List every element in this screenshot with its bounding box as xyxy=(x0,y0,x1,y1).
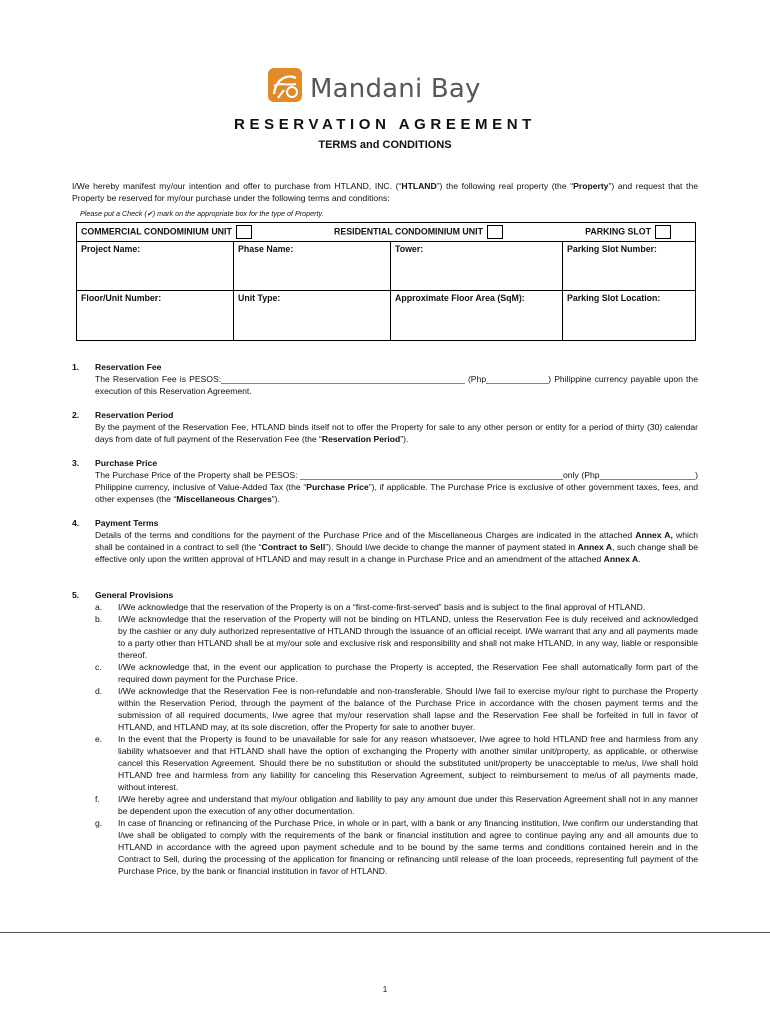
section-heading: Reservation Period xyxy=(95,410,174,420)
property-type-table xyxy=(76,222,696,341)
table-row xyxy=(77,291,696,341)
phase-name-field[interactable]: Phase Name: xyxy=(234,242,391,291)
section-purchase-price: 3. Purchase Price The Purchase Price of the Property shall be PESOS: _______________________________________________________only (Php____________________) Philippine currency, inclusive of Value-Added Tax (the “Purchase Price”), if applicable. The Purchase Price is exclusive of other government taxes, fees, and other expenses (the “Miscellaneous Charges”). xyxy=(72,458,698,504)
section-payment-terms: 4. Payment Terms Details of the terms and conditions for the payment of the Purchase Price and of the Miscellaneous Charges are indicated in the attached Annex A, which shall be contained in a contract to sell (the “Contract to Sell”). Should I/we decide to change the manner of payment stated in Annex A, such change shall be effective only upon the written approval of HTLAND and may result in a change in Purchase Price and an amendment of the attached Annex A. xyxy=(72,518,698,564)
intro-paragraph: I/We hereby manifest my/our intention and offer to purchase from HTLAND, INC. (“HTLAND”) the following real property (the “Property”) and request that the Property be reserved for my/our purchase under the following terms and conditions: xyxy=(72,181,699,203)
unit-type-field[interactable]: Unit Type: xyxy=(234,291,391,341)
table-row xyxy=(77,242,696,291)
checkbox-commercial[interactable] xyxy=(236,225,252,239)
property-type-row xyxy=(77,223,696,242)
list-item: a. I/We acknowledge that the reservation of the Property is on a “first-come-first-served” basis and is subject to the final approval of HTLAND. xyxy=(95,602,646,612)
property-type-residential: RESIDENTIAL CONDOMINIUM UNIT xyxy=(334,225,503,239)
parking-slot-location-field[interactable]: Parking Slot Location: xyxy=(563,291,696,341)
property-type-parking: PARKING SLOT xyxy=(585,225,671,239)
section-text: By the payment of the Reservation Fee, HTLAND binds itself not to offer the Property for sale to any other person or entity for a period of thirty (30) calendar days from date of full payment of the Reservation Fee (the “Reservation Period”). xyxy=(95,422,698,444)
section-reservation-fee: 1. Reservation Fee The Reservation Fee is PESOS:___________________________________________________ (Php_____________) Philippine currency payable upon the execution of this Reservation Agreement. xyxy=(72,362,698,396)
logo xyxy=(266,62,481,108)
parking-slot-number-field[interactable]: Parking Slot Number: xyxy=(563,242,696,291)
list-item: g. In case of financing or refinancing of the Purchase Price, in whole or in part, with a bank or any financing institution, I/we confirm our understanding that I/we shall be obligated to comply with the requirements of the bank or financial institution and agree to continue paying any and all amounts due to HTLAND in accordance with the agreed upon payment schedule and to be bound by the same terms and conditions contained herein and in the Contract to Sell, during the processing of the application for financing or refinancing until release of the loan proceeds, representing full payment of the Purchase Price, by the bank or financial institution in favor of HTLAND. xyxy=(95,818,698,876)
tower-field[interactable]: Tower: xyxy=(391,242,563,291)
property-type-commercial: COMMERCIAL CONDOMINIUM UNIT xyxy=(81,225,252,239)
section-text: The Reservation Fee is PESOS:___________________________________________________ (Php_____________) Philippine currency payable upon the execution of this Reservation Agreement. xyxy=(95,374,698,396)
section-text: The Purchase Price of the Property shall be PESOS: _______________________________________________________only (Php____________________) Philippine currency, inclusive of Value-Added Tax (the “Purchase Price”), if applicable. The Purchase Price is exclusive of other government taxes, fees, and other expenses (the “Miscellaneous Charges”). xyxy=(95,470,698,504)
checkbox-residential[interactable] xyxy=(487,225,503,239)
section-heading: Reservation Fee xyxy=(95,362,162,372)
section-heading: Purchase Price xyxy=(95,458,158,468)
section-heading: General Provisions xyxy=(95,590,174,600)
section-text: Details of the terms and conditions for the payment of the Purchase Price and of the Miscellaneous Charges are indicated in the attached Annex A, which shall be contained in a contract to sell (the “Contract to Sell”). Should I/we decide to change the manner of payment stated in Annex A, such change shall be effective only upon the written approval of HTLAND and may result in a change in Purchase Price and an amendment of the attached Annex A. xyxy=(95,530,698,564)
document-subtitle: TERMS and CONDITIONS xyxy=(318,139,452,151)
list-item: e. In the event that the Property is found to be unavailable for sale for any reason whatsoever, I/we agree to hold HTLAND free and harmless from any liability whatsoever and that HTLAND shall have the option of exchanging the Property with another similar unit/property, as applicable, or otherwise cancel this Reservation Agreement. Should there be no substitution or should the substituted unit/property be unacceptable to me/us, I/we shall hold HTLAND free and harmless from any liability for canceling this Reservation Agreement, subject to reimbursement to me/us of all payments made, without interest. xyxy=(95,734,698,792)
section-heading: Payment Terms xyxy=(95,518,159,528)
floor-unit-number-field[interactable]: Floor/Unit Number: xyxy=(77,291,234,341)
page-divider xyxy=(0,932,770,933)
list-item: c. I/We acknowledge that, in the event our application to purchase the Property is accepted, the Reservation Fee shall automatically form part of the required down payment for the Purchase Price. xyxy=(95,662,698,684)
checkbox-parking[interactable] xyxy=(655,225,671,239)
document-title: RESERVATION AGREEMENT xyxy=(234,116,536,133)
list-item: b. I/We acknowledge that the reservation of the Property will not be binding on HTLAND, unless the Reservation Fee is duly received and acknowledged by the cashier or any duly authorized representative of HTLAND through the issuance of an official receipt. I/We warrant that any and all payments made to a party other than HTLAND shall be at my/our sole and exclusive risk and responsibility and shall not make HTLAND, in any way, liable or responsible thereof. xyxy=(95,614,698,660)
logo-text: Mandani Bay xyxy=(310,74,481,104)
mandani-bay-logo-icon xyxy=(266,64,304,106)
floor-area-field[interactable]: Approximate Floor Area (SqM): xyxy=(391,291,563,341)
section-general-provisions: 5. General Provisions a. I/We acknowledge that the reservation of the Property is on a “first-come-first-served” basis and is subject to the final approval of HTLAND. b. I/We acknowledge that the reservation of the Property will not be binding on HTLAND, unless the Reservation Fee is duly received and acknowledged by the cashier or any duly authorized representative of HTLAND through the issuance of an official receipt. I/We warrant that any and all payments made to a party other than HTLAND shall be at my/our sole and exclusive risk and responsibility and shall not make HTLAND, in any way, liable or responsible thereof. c. I/We acknowledge that, in the event our application to purchase the Property is accepted, the Reservation Fee shall automatically form part of the required down payment for the Purchase Price. d. I/We acknowledge that the Reservation Fee is non-refundable and non-transferable. Should I/we fail to exercise my/our right to purchase the Property within the Reservation Period, through the payment of the balance of the Purchase Price in accordance with the chosen payment terms and the submission of all required documents, I/we agree that my/our reservation shall lapse and the Reservation Fee shall be forfeited in full in favor of HTLAND, and HTLAND may, at its sole discretion, offer the Property for sale to another buyer. e. In the event that the Property is found to be unavailable for sale for any reason whatsoever, I/we agree to hold HTLAND free and harmless from any liability whatsoever and that HTLAND shall have the option of exchanging the Property with another similar unit/property, as applicable, or otherwise cancel this Reservation Agreement. Should there be no substitution or should the substituted unit/property be unacceptable to me/us, I/we shall hold HTLAND free and harmless from any liability for canceling this Reservation Agreement, subject to reimbursement to me/us of all payments made, without interest. f. I/We hereby agree and understand that my/our obligation and liability to pay any amount due under this Reservation Agreement shall not in any manner be dependent upon the execution of any other documentation. g. In case of financing or refinancing of the Purchase Price, in whole or in part, with a bank or any financing institution, I/we confirm our understanding that I/we shall be obligated to comply with the requirements of the bank or financial institution and agree to continue paying any and all amounts due to HTLAND in accordance with the agreed upon payment schedule and to be bound by the same terms and conditions contained herein and in the Contract to Sell, during the processing of the application for financing or refinancing until release of the loan proceeds, representing full payment of the Purchase Price, by the bank or financial institution in favor of HTLAND. xyxy=(72,590,698,876)
check-instruction: Please put a Check (✔) mark on the appropriate box for the type of Property. xyxy=(80,209,324,218)
project-name-field[interactable]: Project Name: xyxy=(77,242,234,291)
list-item: d. I/We acknowledge that the Reservation Fee is non-refundable and non-transferable. Should I/we fail to exercise my/our right to purchase the Property within the Reservation Period, through the payment of the balance of the Purchase Price in accordance with the chosen payment terms and the submission of all required documents, I/we agree that my/our reservation shall lapse and the Reservation Fee shall be forfeited in full in favor of HTLAND, and HTLAND may, at its sole discretion, offer the Property for sale to another buyer. xyxy=(95,686,698,732)
page-number: 1 xyxy=(382,985,388,994)
list-item: f. I/We hereby agree and understand that my/our obligation and liability to pay any amount due under this Reservation Agreement shall not in any manner be dependent upon the execution of any other documentation. xyxy=(95,794,698,816)
section-reservation-period: 2. Reservation Period By the payment of the Reservation Fee, HTLAND binds itself not to offer the Property for sale to any other person or entity for a period of thirty (30) calendar days from date of full payment of the Reservation Fee (the “Reservation Period”). xyxy=(72,410,698,444)
